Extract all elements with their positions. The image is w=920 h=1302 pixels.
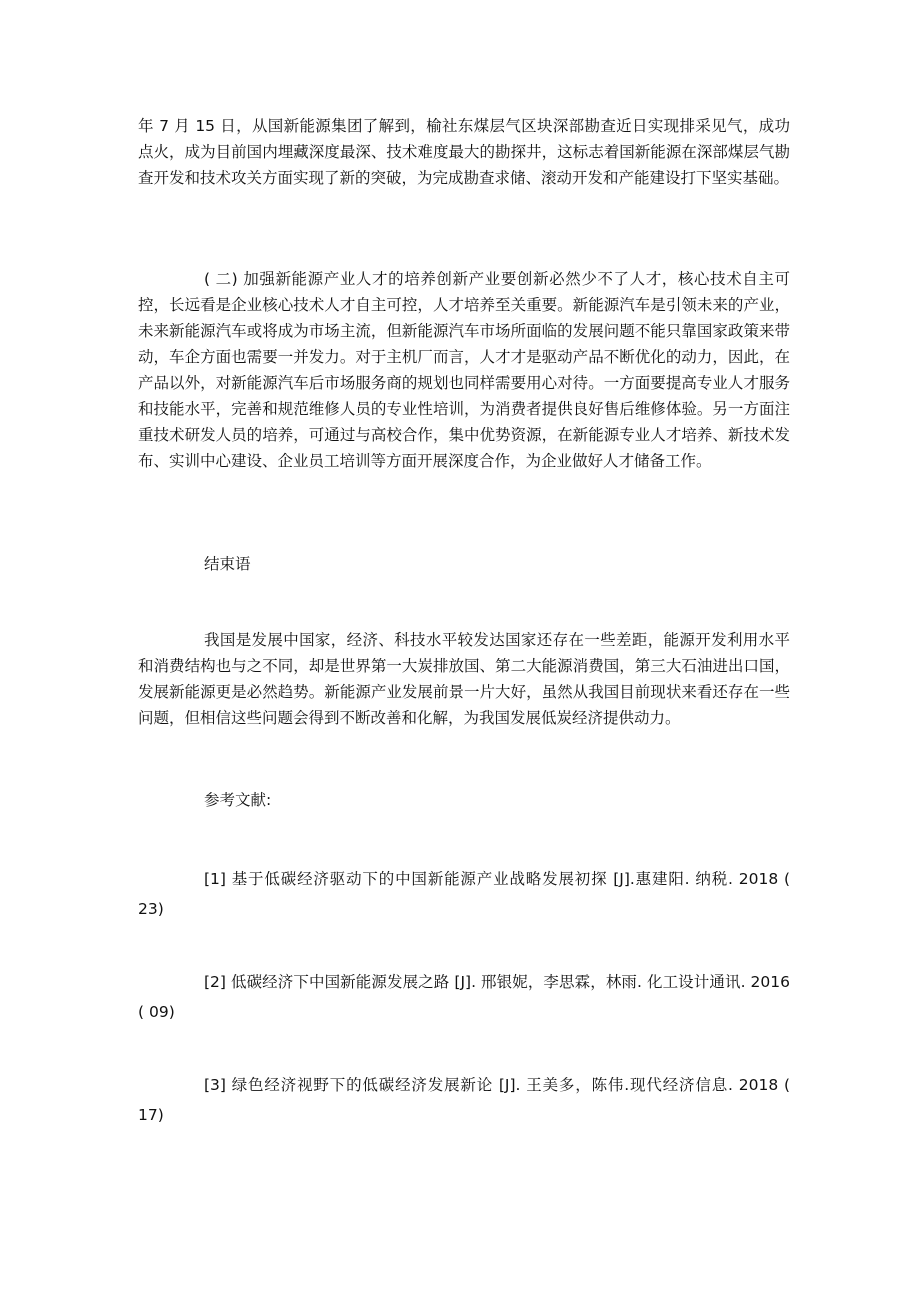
- references-heading: 参考文献:: [204, 791, 272, 809]
- conclusion-heading: 结束语: [204, 555, 251, 573]
- intro-paragraph: 年 7 月 15 日，从国新能源集团了解到，榆社东煤层气区块深部勘查近日实现排采见气，成功点火，成为目前国内埋藏深度最深、技术难度最大的勘探井，这标志着国新能源在深部煤层气勘查开发和技术攻关方面实现了新的突破，为完成勘查求储、滚动开发和产能建设打下坚实基础。: [138, 117, 790, 187]
- reference-item: [3] 绿色经济视野下的低碳经济发展新论 [J]. 王美多，陈伟.现代经济信息. 2018 ( 17): [138, 1076, 790, 1124]
- reference-item: [2] 低碳经济下中国新能源发展之路 [J]. 邢银妮，李思霖，林雨. 化工设计通讯. 2016 ( 09): [138, 973, 790, 1021]
- talent-paragraph: ( 二) 加强新能源产业人才的培养创新产业要创新必然少不了人才，核心技术自主可控，长远看是企业核心技术人才自主可控，人才培养至关重要。新能源汽车是引领未来的产业，未来新能源汽车或将成为市场主流，但新能源汽车市场所面临的发展问题不能只靠国家政策来带动，车企方面也需要一并发力。对于主机厂而言，人才才是驱动产品不断优化的动力，因此，在产品以外，对新能源汽车后市场服务商的规划也同样需要用心对待。一方面要提高专业人才服务和技能水平，完善和规范维修人员的专业性培训，为消费者提供良好售后维修体验。另一方面注重技术研发人员的培养，可通过与高校合作，集中优势资源，在新能源专业人才培养、新技术发布、实训中心建设、企业员工培训等方面开展深度合作，为企业做好人才储备工作。: [138, 270, 790, 470]
- reference-item: [1] 基于低碳经济驱动下的中国新能源产业战略发展初探 [J].惠建阳. 纳税. 2018 ( 23): [138, 870, 790, 918]
- conclusion-paragraph: 我国是发展中国家，经济、科技水平较发达国家还存在一些差距，能源开发利用水平和消费结构也与之不同，却是世界第一大炭排放国、第二大能源消费国，第三大石油进出口国，发展新能源更是必然趋势。新能源产业发展前景一片大好，虽然从我国目前现状来看还存在一些问题，但相信这些问题会得到不断改善和化解，为我国发展低炭经济提供动力。: [138, 631, 790, 727]
